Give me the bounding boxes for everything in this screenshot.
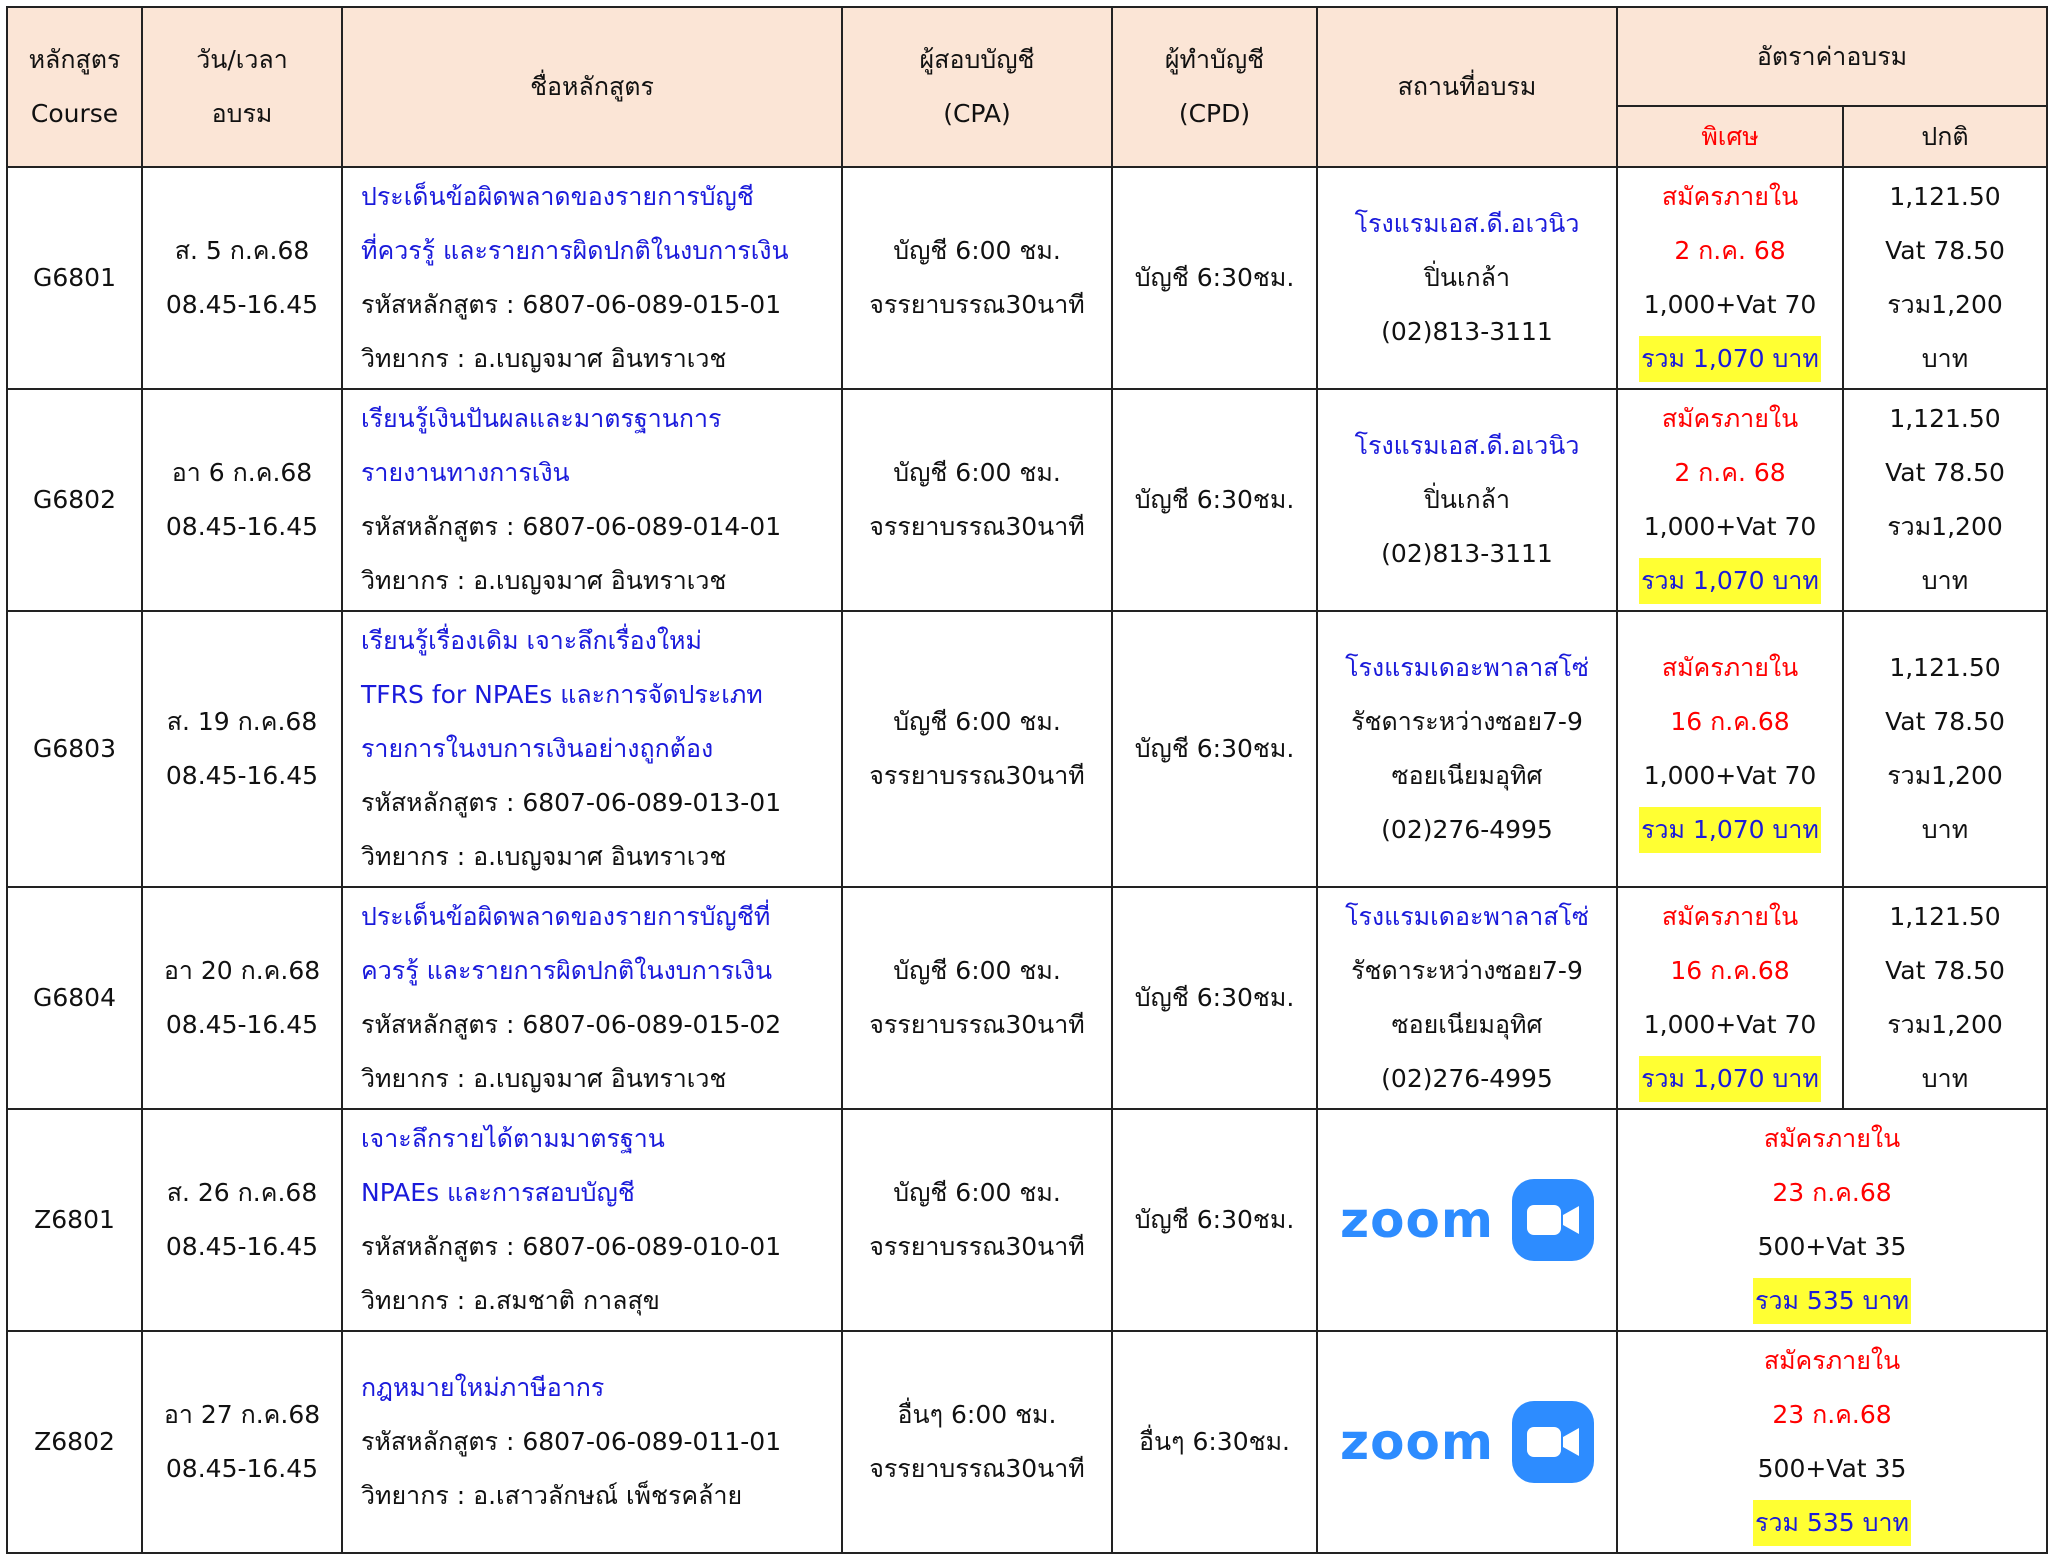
header-venue: สถานที่อบรม: [1317, 7, 1617, 167]
course-name-cell: เจาะลึกรายได้ตามมาตรฐาน NPAEs และการสอบบัญชี รหัสหลักสูตร : 6807-06-089-010-01 วิทยากร : อ.สมชาติ กาลสุข: [342, 1109, 842, 1331]
fee-total-highlight: รวม 1,070 บาท: [1639, 336, 1821, 382]
table-row: [7, 1331, 2047, 1553]
zoom-wordmark: zoom: [1340, 1413, 1494, 1471]
header-course-name: ชื่อหลักสูตร: [342, 7, 842, 167]
course-datetime: ส. 26 ก.ค.68 08.45-16.45: [142, 1109, 342, 1331]
course-title-link[interactable]: ควรรู้ และรายการผิดปกติในงบการเงิน: [361, 956, 773, 985]
course-name-cell: ประเด็นข้อผิดพลาดของรายการบัญชีที่ ควรรู้ และรายการผิดปกติในงบการเงิน รหัสหลักสูตร : 6807-06-089-015-02 วิทยากร : อ.เบญจมาศ อินทราเวช: [342, 887, 842, 1109]
table-row: [7, 611, 2047, 887]
fee-special: สมัครภายใน 16 ก.ค.68 1,000+Vat 70 รวม 1,070 บาท: [1617, 887, 1843, 1109]
cpd-hours: อื่นๆ 6:30ชม.: [1112, 1331, 1317, 1553]
cpd-hours: บัญชี 6:30ชม.: [1112, 389, 1317, 611]
venue-phone: (02)276-4995: [1381, 815, 1553, 844]
table-row: [7, 389, 2047, 611]
venue-zoom: [1317, 1109, 1617, 1331]
course-datetime: ส. 19 ก.ค.68 08.45-16.45: [142, 611, 342, 887]
venue-name: โรงแรมเอส.ดี.อเวนิว: [1354, 431, 1580, 460]
video-camera-icon: [1512, 1179, 1594, 1261]
venue-name: โรงแรมเอส.ดี.อเวนิว: [1354, 209, 1580, 238]
course-title-link[interactable]: ประเด็นข้อผิดพลาดของรายการบัญชี: [361, 182, 754, 211]
fee-total-highlight: รวม 535 บาท: [1753, 1278, 1911, 1324]
fee-normal: 1,121.50 Vat 78.50 รวม1,200 บาท: [1843, 167, 2047, 389]
course-code: Z6802: [7, 1331, 142, 1553]
course-datetime: อา 27 ก.ค.68 08.45-16.45: [142, 1331, 342, 1553]
fee-normal: 1,121.50 Vat 78.50 รวม1,200 บาท: [1843, 389, 2047, 611]
cpd-hours: บัญชี 6:30ชม.: [1112, 167, 1317, 389]
header-datetime: วัน/เวลา อบรม: [142, 7, 342, 167]
course-title-link[interactable]: รายงานทางการเงิน: [361, 458, 570, 487]
fee-normal: 1,121.50 Vat 78.50 รวม1,200 บาท: [1843, 887, 2047, 1109]
course-title-link[interactable]: เรียนรู้เรื่องเดิม เจาะลึกเรื่องใหม่: [361, 626, 703, 655]
cpd-hours: บัญชี 6:30ชม.: [1112, 611, 1317, 887]
cpa-hours: บัญชี 6:00 ชม. จรรยาบรรณ30นาที: [842, 167, 1112, 389]
fee-special: สมัครภายใน 2 ก.ค. 68 1,000+Vat 70 รวม 1,070 บาท: [1617, 389, 1843, 611]
zoom-wordmark: zoom: [1340, 1191, 1494, 1249]
header-cpd: ผู้ทำบัญชี (CPD): [1112, 7, 1317, 167]
fee-special: สมัครภายใน 16 ก.ค.68 1,000+Vat 70 รวม 1,070 บาท: [1617, 611, 1843, 887]
fee-online: สมัครภายใน 23 ก.ค.68 500+Vat 35 รวม 535 บาท: [1617, 1109, 2047, 1331]
fee-online: สมัครภายใน 23 ก.ค.68 500+Vat 35 รวม 535 บาท: [1617, 1331, 2047, 1553]
cpd-hours: บัญชี 6:30ชม.: [1112, 887, 1317, 1109]
venue-name: โรงแรมเดอะพาลาสโซ่: [1345, 653, 1589, 682]
video-camera-icon: [1512, 1401, 1594, 1483]
course-name-cell: กฎหมายใหม่ภาษีอากร รหัสหลักสูตร : 6807-06-089-011-01 วิทยากร : อ.เสาวลักษณ์ เพ็ชรคล้าย: [342, 1331, 842, 1553]
fee-special: สมัครภายใน 2 ก.ค. 68 1,000+Vat 70 รวม 1,070 บาท: [1617, 167, 1843, 389]
zoom-logo: [1340, 1179, 1594, 1261]
course-title-link[interactable]: ประเด็นข้อผิดพลาดของรายการบัญชีที่: [361, 902, 771, 931]
course-code: G6804: [7, 887, 142, 1109]
venue: โรงแรมเดอะพาลาสโซ่ รัชดาระหว่างซอย7-9 ซอยเนียมอุทิศ (02)276-4995: [1317, 887, 1617, 1109]
header-fee: อัตราค่าอบรม: [1617, 7, 2047, 106]
course-code: G6802: [7, 389, 142, 611]
zoom-logo: [1340, 1401, 1594, 1483]
fee-normal: 1,121.50 Vat 78.50 รวม1,200 บาท: [1843, 611, 2047, 887]
course-datetime: ส. 5 ก.ค.68 08.45-16.45: [142, 167, 342, 389]
venue: โรงแรมเอส.ดี.อเวนิว ปิ่นเกล้า (02)813-3111: [1317, 389, 1617, 611]
venue-zoom: [1317, 1331, 1617, 1553]
venue-phone: (02)276-4995: [1381, 1064, 1553, 1093]
course-title-link[interactable]: กฎหมายใหม่ภาษีอากร: [361, 1373, 605, 1402]
venue-name: โรงแรมเดอะพาลาสโซ่: [1345, 902, 1589, 931]
fee-total-highlight: รวม 1,070 บาท: [1639, 1056, 1821, 1102]
header-course: หลักสูตร Course: [7, 7, 142, 167]
course-name-cell: เรียนรู้เรื่องเดิม เจาะลึกเรื่องใหม่ TFRS for NPAEs และการจัดประเภท รายการในงบการเงินอย่างถูกต้อง รหัสหลักสูตร : 6807-06-089-013-01 วิทยากร : อ.เบญจมาศ อินทราเวช: [342, 611, 842, 887]
fee-total-highlight: รวม 1,070 บาท: [1639, 558, 1821, 604]
header-fee-normal: ปกติ: [1843, 106, 2047, 167]
header-fee-special: พิเศษ: [1617, 106, 1843, 167]
course-title-link[interactable]: เจาะลึกรายได้ตามมาตรฐาน: [361, 1124, 665, 1153]
cpa-hours: บัญชี 6:00 ชม. จรรยาบรรณ30นาที: [842, 389, 1112, 611]
venue-phone: (02)813-3111: [1381, 539, 1553, 568]
course-code: Z6801: [7, 1109, 142, 1331]
course-schedule-table: [6, 6, 2048, 1554]
cpa-hours: อื่นๆ 6:00 ชม. จรรยาบรรณ30นาที: [842, 1331, 1112, 1553]
course-title-link[interactable]: TFRS for NPAEs และการจัดประเภท: [361, 680, 763, 709]
course-code: G6801: [7, 167, 142, 389]
course-datetime: อา 6 ก.ค.68 08.45-16.45: [142, 389, 342, 611]
course-title-link[interactable]: ที่ควรรู้ และรายการผิดปกติในงบการเงิน: [361, 236, 789, 265]
venue: โรงแรมเอส.ดี.อเวนิว ปิ่นเกล้า (02)813-3111: [1317, 167, 1617, 389]
course-title-link[interactable]: รายการในงบการเงินอย่างถูกต้อง: [361, 734, 714, 763]
table-row: [7, 167, 2047, 389]
header-cpa: ผู้สอบบัญชี (CPA): [842, 7, 1112, 167]
course-name-cell: ประเด็นข้อผิดพลาดของรายการบัญชี ที่ควรรู้ และรายการผิดปกติในงบการเงิน รหัสหลักสูตร : 6807-06-089-015-01 วิทยากร : อ.เบญจมาศ อินทราเวช: [342, 167, 842, 389]
cpa-hours: บัญชี 6:00 ชม. จรรยาบรรณ30นาที: [842, 611, 1112, 887]
course-name-cell: เรียนรู้เงินปันผลและมาตรฐานการ รายงานทางการเงิน รหัสหลักสูตร : 6807-06-089-014-01 วิทยากร : อ.เบญจมาศ อินทราเวช: [342, 389, 842, 611]
course-title-link[interactable]: เรียนรู้เงินปันผลและมาตรฐานการ: [361, 404, 722, 433]
course-title-link[interactable]: NPAEs และการสอบบัญชี: [361, 1178, 635, 1207]
venue-phone: (02)813-3111: [1381, 317, 1553, 346]
venue: โรงแรมเดอะพาลาสโซ่ รัชดาระหว่างซอย7-9 ซอยเนียมอุทิศ (02)276-4995: [1317, 611, 1617, 887]
course-schedule-sheet: [6, 6, 2046, 1551]
fee-total-highlight: รวม 1,070 บาท: [1639, 807, 1821, 853]
cpa-hours: บัญชี 6:00 ชม. จรรยาบรรณ30นาที: [842, 887, 1112, 1109]
table-row: [7, 1109, 2047, 1331]
table-row: [7, 887, 2047, 1109]
cpa-hours: บัญชี 6:00 ชม. จรรยาบรรณ30นาที: [842, 1109, 1112, 1331]
cpd-hours: บัญชี 6:30ชม.: [1112, 1109, 1317, 1331]
course-datetime: อา 20 ก.ค.68 08.45-16.45: [142, 887, 342, 1109]
course-code: G6803: [7, 611, 142, 887]
fee-total-highlight: รวม 535 บาท: [1753, 1500, 1911, 1546]
